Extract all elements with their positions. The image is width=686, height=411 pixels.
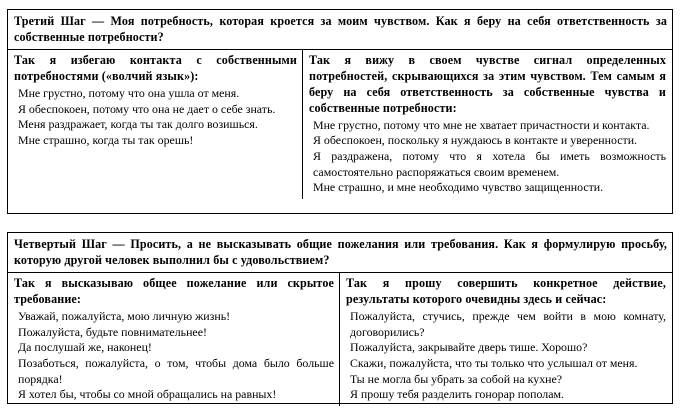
list-item: Ты не могла бы убрать за собой на кухне? [350, 371, 563, 386]
list-item: Мне страшно, когда ты так орешь! [18, 133, 194, 148]
list-item: Скажи, пожалуйста, что ты только что услышал от меня. [350, 356, 638, 371]
list-item: Пожалуйста, будьте повнимательнее! [18, 324, 207, 339]
fourth-step-right-column [340, 273, 671, 406]
list-item: Позаботься, пожалуйста, о том, чтобы дома было больше порядка! [18, 356, 334, 386]
fourth-step-left-column [8, 273, 340, 406]
list-item: Я прошу тебя разделить гонорар пополам. [350, 387, 564, 402]
third-step-left-examples [14, 86, 297, 149]
fourth-step-right-examples [346, 309, 666, 403]
third-step-right-title: Так я вижу в своем чувстве сигнал определенных потребностей, скрывающихся за этим чувством. Тем самым я беру на себя ответственность за собственные чувства и собственные потребности: [309, 53, 666, 115]
fourth-step-left-title: Так я высказываю общее пожелание или скрытое требование: [14, 276, 334, 307]
fourth-step-table [7, 232, 673, 404]
list-item: Я раздражена, потому что я хотела бы иметь возможность самостоятельно распоряжаться своим временем. [313, 149, 666, 179]
third-step-table [7, 9, 673, 214]
list-item: Уважай, пожалуйста, мою личную жизнь! [18, 309, 231, 324]
fourth-step-right-title: Так я прошу совершить конкретное действие, результаты которого очевидны здесь и сейчас: [346, 276, 666, 307]
fourth-step-header: Четвертый Шаг — Просить, а не высказывать общие пожелания или требования. Как я формулирую просьбу, которую другой человек выполнил бы с удовольствием? [8, 233, 672, 273]
list-item: Мне грустно, потому что мне не хватает причастности и контакта. [313, 117, 650, 132]
third-step-right-column [303, 50, 671, 199]
list-item: Меня раздражает, когда ты так долго возишься. [18, 117, 258, 132]
list-item: Я обеспокоен, потому что она не дает о себе знать. [18, 101, 276, 116]
list-item: Я хотел бы, чтобы со мной обращались на равных! [18, 387, 277, 402]
list-item: Я обеспокоен, поскольку я нуждаюсь в контакте и уверенности. [313, 133, 638, 148]
list-item: Мне грустно, потому что она ушла от меня. [18, 86, 240, 101]
fourth-step-columns [8, 273, 672, 406]
list-item: Пожалуйста, стучись, прежде чем войти в мою комнату, договорились? [350, 309, 666, 339]
list-item: Да послушай же, наконец! [18, 340, 152, 355]
third-step-left-title: Так я избегаю контакта с собственными потребностями («волчий язык»): [14, 53, 297, 84]
list-item: Мне страшно, и мне необходимо чувство защищенности. [313, 180, 604, 195]
third-step-left-column [8, 50, 303, 199]
fourth-step-left-examples [14, 309, 334, 403]
list-item: Пожалуйста, закрывайте дверь тише. Хорошо? [350, 340, 588, 355]
third-step-header: Третий Шаг — Моя потребность, которая кроется за моим чувством. Как я беру на себя ответственность за собственные потребности? [8, 10, 672, 50]
third-step-right-examples [309, 118, 666, 196]
third-step-columns [8, 50, 672, 199]
